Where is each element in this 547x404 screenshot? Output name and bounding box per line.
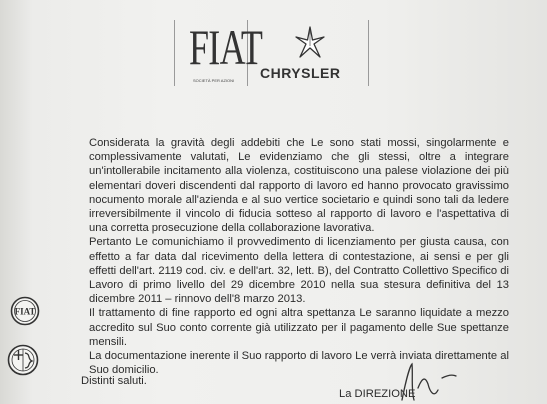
paragraph-dismissal: Pertanto Le comunichiamo il provvedimento di licenziamento per giusta causa, con effetto a far data dal ricevimento della lettera di contestazione, ai sensi e per gli effetti dell'art. 2119 cod. civ. e dell'art. 32, lett. B), del Contratto Collettivo Specifico di Lavoro di primo livello del 29 dicembre 2010 nella sua stesura definitiva del 13 dicembre 2011 – rinnovo dell'8 marzo 2013.	[89, 236, 509, 306]
fiat-logo	[174, 19, 263, 86]
paragraph-documentation: La documentazione inerente il Suo rapporto di lavoro Le verrà inviata direttamente al Suo domicilio.	[89, 350, 509, 377]
fiat-badge-icon	[10, 296, 40, 326]
chrysler-logo	[250, 20, 369, 86]
alfa-romeo-badge-icon	[7, 344, 39, 376]
signature-label: La DIREZIONE	[339, 388, 416, 400]
chrysler-star-icon	[293, 26, 327, 60]
paragraph-gravity: Considerata la gravità degli addebiti che Le sono stati mossi, singolarmente e complessivamente valutati, Le evidenziamo che gli stessi, oltre a integrare un'intollerabile incitamento alla violenza, costituiscono una palese violazione dei più elementari doveri discendenti dal rapporto di lavoro ed hanno provocato gravissimo nocumento morale all'azienda e al suo vertice societario e quindi sono tali da ledere irreversibilmente il vincolo di fiducia sotteso al rapporto di lavoro e l'aspettativa di una corretta prosecuzione della collaborazione lavorativa.	[89, 137, 509, 235]
letter-body	[89, 136, 509, 377]
paragraph-settlement: Il trattamento di fine rapporto ed ogni altra spettanza Le saranno liquidate a mezzo accredito sul Suo conto corrente già utilizzato per il pagamento delle Sue spettanze mensili.	[89, 307, 509, 348]
fiat-subtitle: SOCIETÀ PER AZIONI	[193, 78, 235, 83]
fiat-wordmark: FIAT	[189, 19, 263, 75]
fiat-badge-label: FIAT	[14, 306, 36, 317]
chrysler-wordmark: CHRYSLER	[260, 65, 341, 81]
closing-salutation: Distinti saluti.	[81, 375, 147, 387]
handwritten-signature	[398, 360, 458, 404]
